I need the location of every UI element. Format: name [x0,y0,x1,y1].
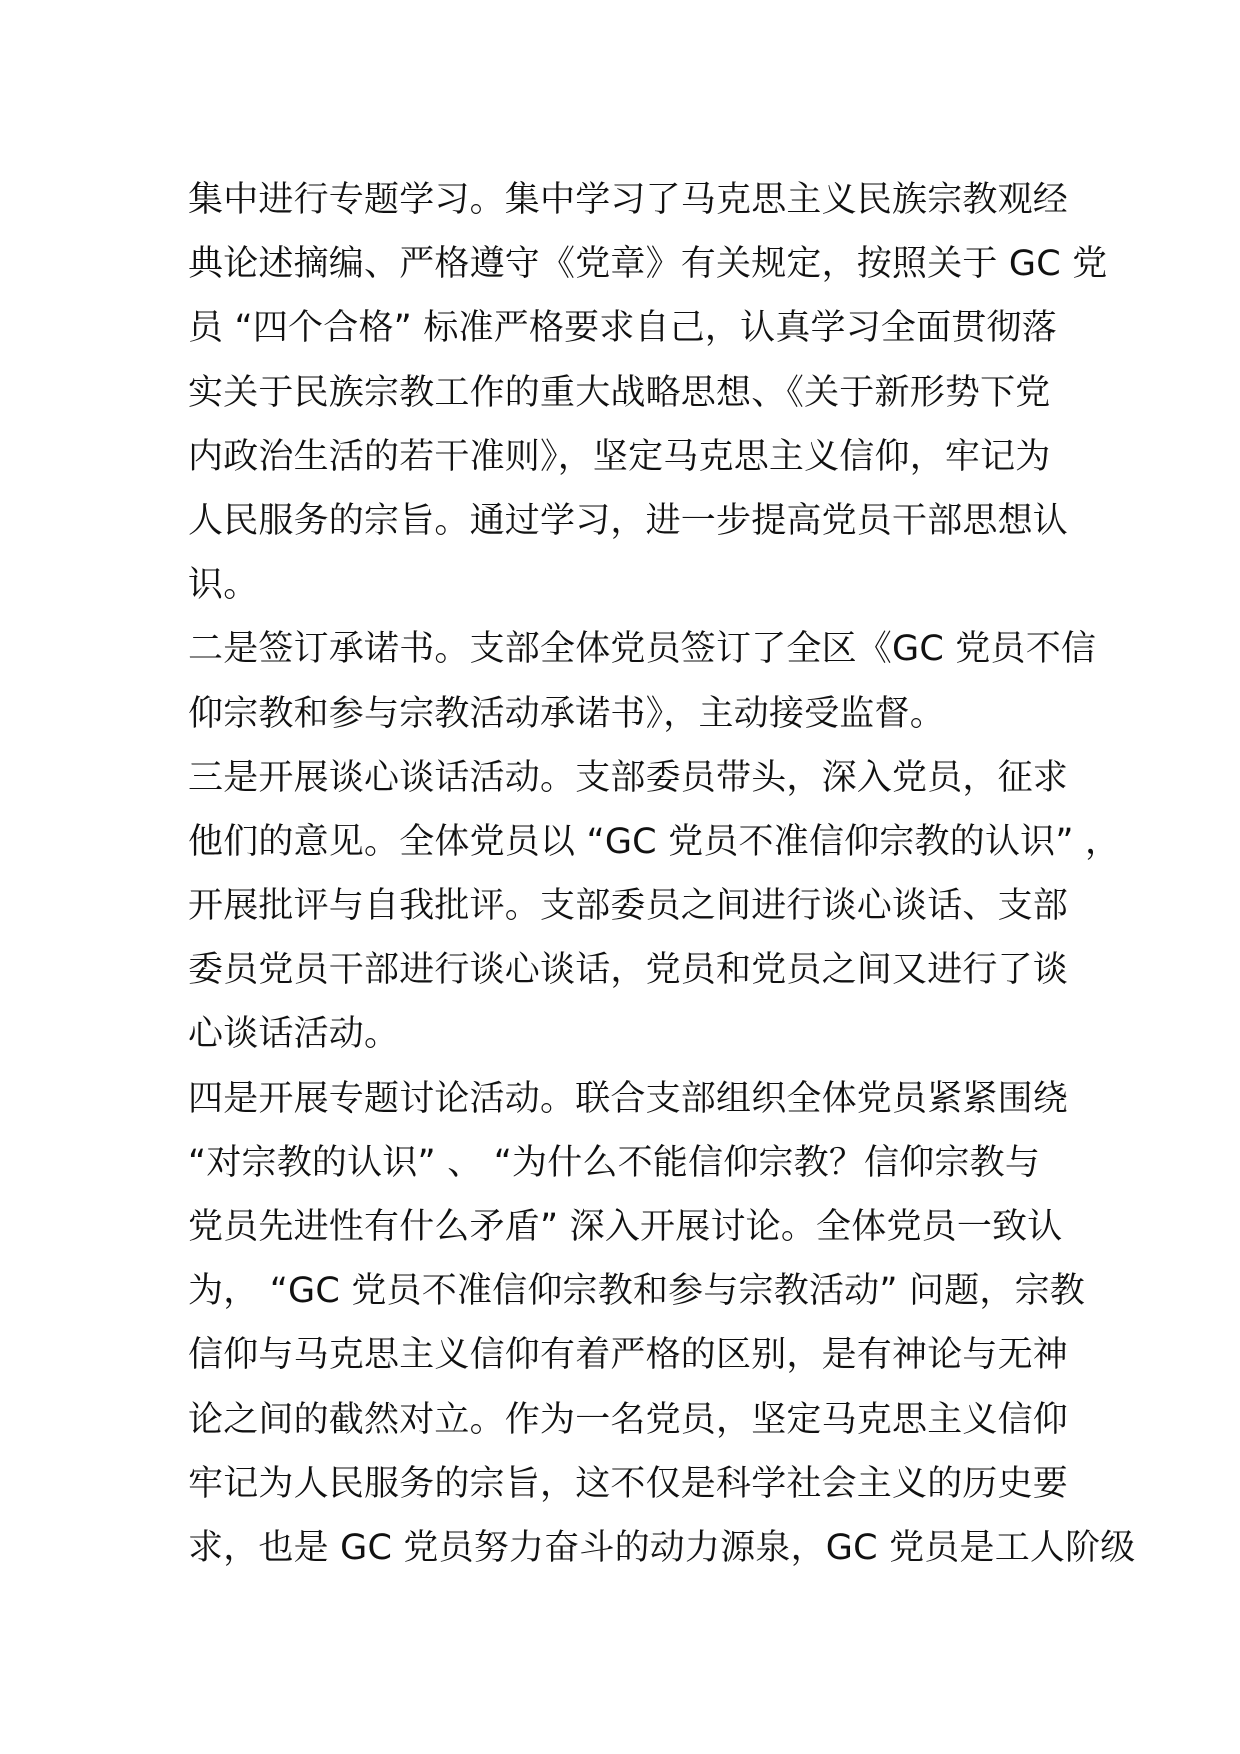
text-line: 四是开展专题讨论活动。联合支部组织全体党员紧紧围绕 [188,1078,1069,1119]
body-text [188,168,1136,1580]
text-line: 心谈话活动。 [188,1014,400,1055]
text-line: 开展批评与自我批评。支部委员之间进行谈心谈话、支部 [188,886,1069,927]
text-line: 求，也是 GC 党员努力奋斗的动力源泉，GC 党员是工人阶级 [188,1527,1136,1568]
text-line: 仰宗教和参与宗教活动承诺书》，主动接受监督。 [188,693,945,734]
text-line: 二是签订承诺书。支部全体党员签订了全区《GC 党员不信 [188,629,1097,670]
text-line: 三是开展谈心谈话活动。支部委员带头，深入党员，征求 [188,757,1069,798]
text-line: 实关于民族宗教工作的重大战略思想、《关于新形势下党 [188,372,1051,413]
text-line: 他们的意见。全体党员以 “GC 党员不准信仰宗教的认识” ， [188,821,1121,862]
text-line: 信仰与马克思主义信仰有着严格的区别，是有神论与无神 [188,1335,1069,1376]
text-line: 牢记为人民服务的宗旨，这不仅是科学社会主义的历史要 [188,1463,1069,1504]
text-line: 内政治生活的若干准则》，坚定马克思主义信仰，牢记为 [188,436,1051,477]
text-line: 员 “四个合格” 标准严格要求自己，认真学习全面贯彻落 [188,308,1057,349]
text-line: 集中进行专题学习。集中学习了马克思主义民族宗教观经 [188,180,1069,220]
text-line: 人民服务的宗旨。通过学习，进一步提高党员干部思想认 [188,500,1069,541]
text-line: 为， “GC 党员不准信仰宗教和参与宗教活动” 问题，宗教 [188,1271,1086,1312]
text-line: 党员先进性有什么矛盾” 深入开展讨论。全体党员一致认 [188,1207,1063,1247]
text-line: 典论述摘编、严格遵守《党章》有关规定，按照关于 GC 党 [188,244,1108,285]
text-line: 委员党员干部进行谈心谈话，党员和党员之间又进行了谈 [188,950,1069,991]
text-line: “对宗教的认识” 、 “为什么不能信仰宗教？信仰宗教与 [188,1142,1041,1183]
text-line: 识。 [188,565,259,606]
text-line: 论之间的截然对立。作为一名党员，坚定马克思主义信仰 [188,1399,1069,1440]
